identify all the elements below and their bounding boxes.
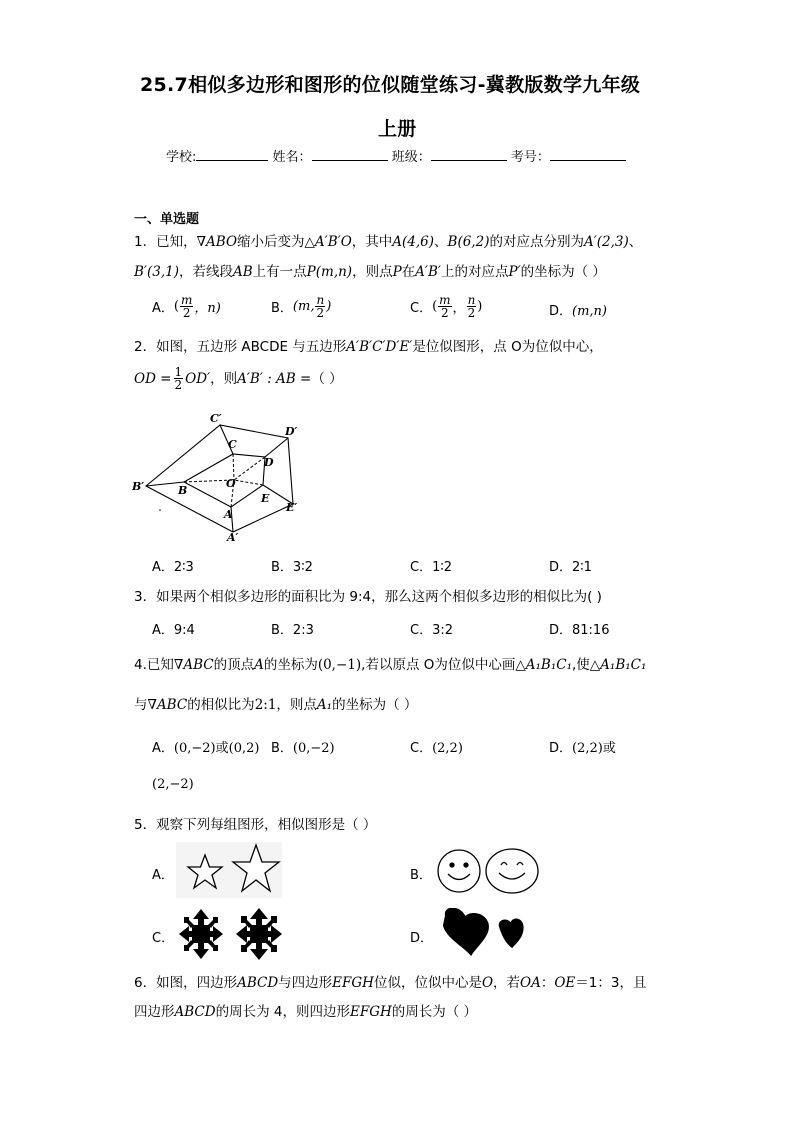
option-text: 或: [215, 741, 229, 756]
question-6-line-2: [134, 1002, 477, 1022]
q5-stars-image: [176, 842, 282, 898]
class-label: 班级：: [391, 150, 431, 165]
option-label: A．: [152, 741, 174, 756]
q4-triangle: ∇ABC: [173, 657, 214, 673]
option-value: (0,−2): [292, 741, 335, 756]
label-c: C: [228, 438, 237, 451]
option-label: C．: [410, 301, 433, 316]
q4-option-a[interactable]: [152, 737, 259, 756]
q2-equation-right: OD′: [185, 370, 211, 387]
q3-option-c[interactable]: C．3:2: [410, 623, 453, 638]
q6-text: 与四边形: [278, 975, 333, 991]
question-2-line-1: [134, 337, 603, 357]
class-blank[interactable]: [431, 146, 507, 161]
q1-text: 在: [401, 264, 416, 280]
q4-text: 的坐标为（ ）: [332, 697, 418, 713]
q6-text: ＝1：3，且: [575, 975, 647, 991]
q6-text: 位似，位似中心是: [373, 975, 482, 991]
label-e: E: [261, 492, 270, 505]
q6-text: 的周长为 4，则四边形: [215, 1004, 350, 1020]
question-4-line-1: [134, 655, 646, 675]
q1-p-prime: P′: [508, 264, 521, 280]
option-value: ): [326, 299, 332, 314]
smiley-face-icon: [438, 850, 480, 892]
q4-ratio: 2:1: [254, 697, 277, 713]
option-value: (m,n): [572, 304, 607, 319]
option-label: C．: [410, 741, 433, 756]
q5-option-b[interactable]: B．: [410, 868, 432, 883]
four-way-arrow-icon: [236, 908, 282, 960]
question-1-line-1: [134, 232, 642, 252]
question-5: 5．观察下列每组图形，相似图形是（ ）: [134, 817, 377, 833]
option-value: (0,2): [228, 741, 260, 756]
q1-point-b: B(6,2): [447, 234, 490, 250]
school-blank[interactable]: [196, 146, 268, 161]
q4-text: ，则点: [276, 697, 317, 713]
q2-text: ，则: [210, 370, 238, 387]
option-label: B．: [271, 741, 293, 756]
q6-text: ：: [540, 975, 555, 991]
q1-text: ，若线段: [179, 264, 233, 280]
label-d: D: [264, 456, 274, 469]
section-heading: 一、单选题: [134, 212, 200, 227]
option-value: (2,−2): [152, 777, 194, 792]
question-2-line-2: [134, 366, 343, 391]
exam-number-blank[interactable]: [550, 146, 626, 161]
q3-option-a[interactable]: A．9:4: [152, 623, 195, 638]
label-e-prime: E′: [286, 501, 298, 514]
q6-text: ，若: [493, 975, 521, 991]
label-b-prime: B′: [132, 480, 145, 493]
q6-text: 6．如图，四边形: [134, 975, 238, 991]
large-heart-icon: [437, 908, 491, 958]
q4-text: 的顶点: [213, 657, 255, 673]
q6-quad-efgh: EFGH: [349, 1004, 392, 1020]
label-a: A: [224, 508, 233, 521]
q6-quad-abcd: ABCD: [174, 1004, 216, 1020]
q1-point-a-prime: A′(2,3): [583, 234, 629, 250]
label-o: O: [226, 477, 236, 490]
q1-p: P: [392, 264, 402, 280]
q2-pentagon: A′B′C′D′E′: [346, 339, 413, 355]
q1-text: 的坐标为（ ）: [520, 264, 606, 280]
fraction: $\frac{n}{2}$: [316, 293, 325, 320]
q4-point-a: A: [254, 657, 264, 673]
q1-option-a[interactable]: A． ( $\frac{m}{2}$ ，n): [152, 293, 221, 320]
q6-text: 四边形: [134, 1004, 175, 1020]
grinning-face-icon: [486, 849, 538, 893]
option-text: 或: [602, 741, 616, 756]
q1-number: 1．已知，: [134, 234, 197, 250]
q5-hearts-image: [436, 908, 528, 960]
q1-segment-ab: AB: [233, 264, 253, 280]
option-label: D．: [549, 741, 573, 756]
page-title-continued: 上册: [378, 118, 417, 140]
question-1-line-2: [134, 262, 606, 282]
q2-option-a[interactable]: A．2∶3: [152, 560, 194, 575]
q4-triangle-1: △A₁B₁C₁: [589, 657, 647, 673]
label-c-prime: C′: [210, 412, 222, 425]
q1-text: 的对应点分别为: [489, 234, 584, 250]
q4-option-d-continued: [152, 777, 194, 792]
q5-option-d[interactable]: D．: [410, 931, 434, 946]
q1-text: 、: [434, 234, 448, 250]
q2-option-b[interactable]: B．3∶2: [271, 560, 313, 575]
option-label: B．: [271, 301, 293, 316]
fraction: $\frac{m}{2}$: [180, 293, 193, 320]
q4-option-d[interactable]: [549, 737, 616, 756]
option-value: (0,−2): [173, 741, 216, 756]
q5-option-c[interactable]: C．: [152, 931, 175, 946]
q5-smileys-image: [434, 845, 540, 897]
q1-point-b-prime: B′(3,1): [134, 264, 179, 280]
q4-option-b[interactable]: [271, 737, 335, 756]
q4-text: 4.已知: [134, 657, 174, 673]
q1-text: 上的对应点: [440, 264, 509, 280]
school-label: 学校:: [166, 150, 197, 165]
q3-option-b[interactable]: B．2:3: [271, 623, 314, 638]
q6-quad-efgh: EFGH: [332, 975, 374, 991]
q4-triangle-1: △A₁B₁C₁: [515, 657, 572, 673]
page-title: 25.7相似多边形和图形的位似随堂练习-冀教版数学九年级: [140, 74, 641, 96]
q1-text: ，其中: [351, 234, 393, 250]
question-4-line-2: [134, 695, 417, 715]
q5-option-a[interactable]: A．: [152, 868, 174, 883]
option-label: D．: [549, 304, 573, 319]
label-b: B: [178, 484, 188, 497]
q1-option-b[interactable]: [271, 294, 331, 319]
q4-text: 的相似比为: [187, 697, 255, 713]
q1-segment-apbp: A′B′: [415, 264, 441, 280]
q4-text: ,若以原点 O为位似中心画: [361, 657, 516, 673]
q1-triangle-image: △A′B′O: [304, 234, 352, 250]
q1-option-c[interactable]: C． ( $\frac{m}{2}$ ， $\frac{n}{2}$ ): [410, 293, 483, 320]
q4-option-c[interactable]: [410, 737, 463, 756]
q4-point-a1: A₁: [316, 697, 333, 713]
name-blank[interactable]: [312, 146, 388, 161]
label-d-prime: D′: [285, 425, 298, 438]
label-a-prime: A′: [227, 531, 239, 544]
q2-ratio: A′B′ : AB =: [237, 370, 312, 387]
q6-segment-oa: OA: [520, 975, 541, 991]
q4-coordinate: (0,−1): [317, 657, 362, 673]
q6-text: 的周长为（ ）: [391, 1004, 478, 1020]
q3-option-d[interactable]: D．81:16: [549, 623, 610, 638]
student-info-row: [166, 146, 626, 165]
q6-segment-oe: OE: [554, 975, 576, 991]
q1-text: 上有一点: [252, 264, 307, 280]
q6-point-o: O: [481, 975, 494, 991]
q1-point-p: P(m,n): [306, 264, 353, 280]
q2-pentagon-figure: [128, 410, 308, 545]
fraction: $\frac{m}{2}$: [439, 293, 451, 320]
fraction: $\frac{n}{2}$: [467, 293, 476, 320]
option-label: A．: [152, 301, 174, 316]
q1-text: 、: [628, 234, 643, 250]
q2-text: 是位似图形，点 O为位似中心，: [412, 339, 603, 355]
option-value: (2,2): [572, 741, 603, 756]
q1-point-a: A(4,6): [392, 234, 435, 250]
question-6-line-1: [134, 973, 646, 993]
q2-option-c[interactable]: C．1∶2: [410, 560, 453, 575]
option-value: (m,: [292, 299, 315, 314]
option-value: (2,2): [432, 741, 463, 756]
q2-text: 2．如图，五边形 ABCDE 与五边形: [134, 339, 347, 355]
q4-text: ,使: [572, 657, 590, 673]
small-heart-icon: [498, 917, 526, 950]
q2-option-d[interactable]: D．2∶1: [549, 560, 592, 575]
four-way-arrow-icon: [179, 909, 223, 959]
q2-equation-left: OD =: [134, 370, 172, 387]
exam-number-label: 考号：: [510, 150, 550, 165]
q1-triangle: ∇ABO: [196, 234, 238, 250]
option-value: ，n): [194, 301, 221, 316]
q1-text: 缩小后变为: [237, 234, 305, 250]
q1-text: ，则点: [352, 264, 393, 280]
q5-arrows-image: [176, 906, 286, 962]
q2-text: （ ）: [311, 370, 343, 387]
question-3: 3．如果两个相似多边形的面积比为 9:4，那么这两个相似多边形的相似比为( ): [134, 589, 602, 605]
q4-triangle: ∇ABC: [147, 697, 188, 713]
name-label: 姓名：: [272, 150, 312, 165]
q4-text: 的坐标为: [263, 657, 318, 673]
fraction-half: $\frac{1}{2}$: [174, 365, 183, 392]
q6-quad-abcd: ABCD: [237, 975, 279, 991]
q4-text: 与: [134, 697, 148, 713]
q1-option-d[interactable]: [549, 300, 607, 319]
